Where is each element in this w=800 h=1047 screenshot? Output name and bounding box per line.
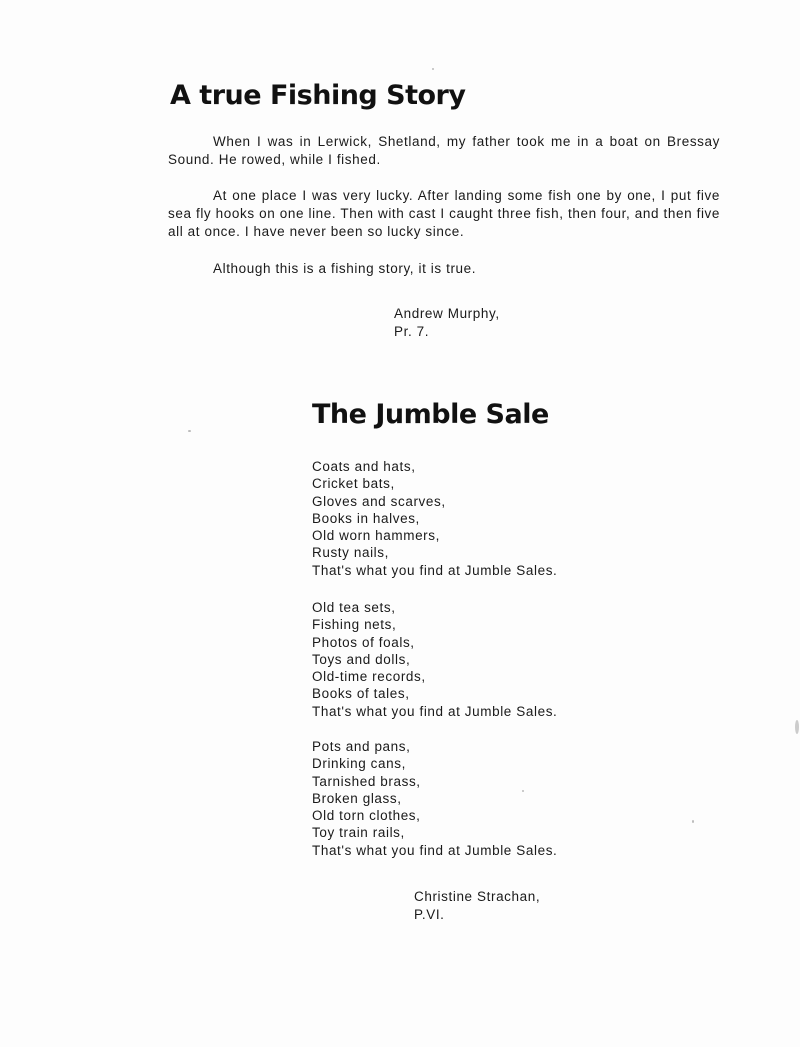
poem-line: Old tea sets, — [312, 600, 396, 615]
poem-line: Old worn hammers, — [312, 528, 440, 544]
poem-line: Gloves and scarves, — [312, 493, 446, 509]
poem-line: Tarnished brass, — [312, 773, 421, 789]
poem-line: Fishing nets, — [312, 617, 397, 633]
poem-line: Coats and hats, — [312, 459, 416, 474]
poem-line: Toy train rails, — [312, 825, 405, 841]
poem-stanza — [312, 458, 557, 579]
poem-class: P.VI. — [414, 907, 445, 922]
story-paragraph-text: When I was in Lerwick, Shetland, my father took me in a boat on Bressay Sound. He rowed, while I fished. — [168, 134, 720, 167]
story-class: Pr. 7. — [394, 324, 430, 339]
scan-speck — [432, 68, 434, 70]
scan-speck — [795, 720, 799, 734]
poem-line: Photos of foals, — [312, 634, 415, 650]
poem-line: Books of tales, — [312, 686, 410, 702]
poem-line: That's what you find at Jumble Sales. — [312, 842, 558, 858]
story-paragraph — [168, 187, 720, 241]
story-title: A true Fishing Story — [170, 80, 466, 111]
story-signature — [394, 305, 500, 341]
poem-line: Old torn clothes, — [312, 808, 421, 824]
poem-line: Pots and pans, — [312, 739, 411, 754]
poem-signature — [414, 888, 540, 924]
scan-speck — [188, 430, 191, 432]
poem-line: That's what you find at Jumble Sales. — [312, 562, 558, 578]
story-paragraph — [168, 260, 720, 278]
poem-title: The Jumble Sale — [312, 399, 549, 430]
poem-line: Toys and dolls, — [312, 651, 411, 667]
poem-line: Old-time records, — [312, 669, 426, 685]
poem-line: Cricket bats, — [312, 476, 395, 492]
story-paragraph — [168, 133, 720, 169]
poem-line: That's what you find at Jumble Sales. — [312, 703, 558, 719]
poem-line: Books in halves, — [312, 510, 420, 526]
story-author: Andrew Murphy, — [394, 306, 500, 321]
story-paragraph-text: Although this is a fishing story, it is true. — [213, 261, 477, 276]
poem-stanza — [312, 599, 557, 720]
scan-speck — [522, 790, 524, 792]
poem-author: Christine Strachan, — [414, 889, 541, 904]
scan-speck — [692, 820, 694, 823]
poem-stanza — [312, 738, 557, 859]
story-paragraph-text: At one place I was very lucky. After landing some fish one by one, I put five sea fly hooks on one line. Then with cast I caught three fish, then four, and then five all at once. I have never been so lucky since. — [168, 188, 720, 239]
poem-line: Drinking cans, — [312, 756, 406, 772]
poem-line: Rusty nails, — [312, 545, 389, 561]
poem-line: Broken glass, — [312, 790, 402, 806]
